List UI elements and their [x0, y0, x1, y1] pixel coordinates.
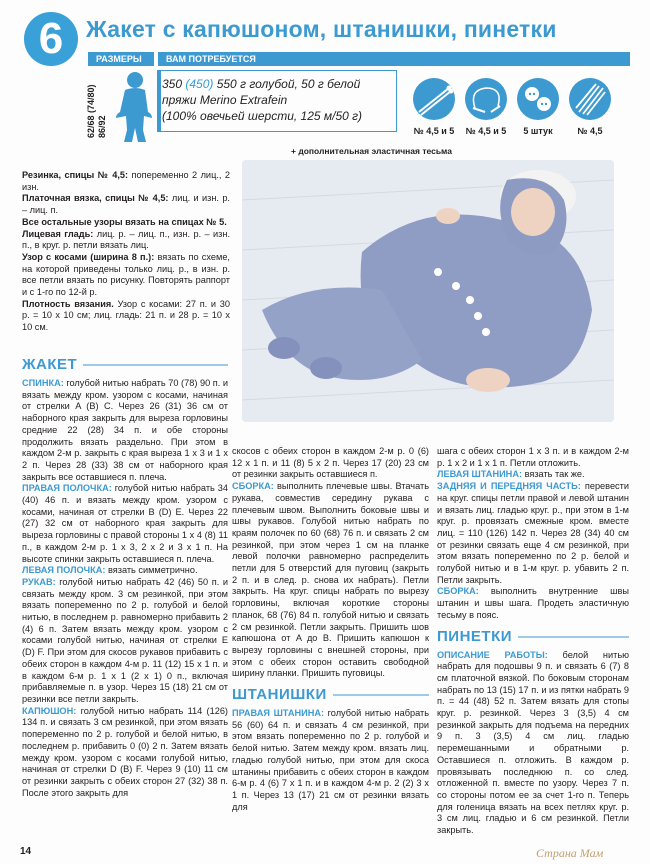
- intro-text: вязать по схеме, на которой приведены только лиц. р., в изн. р. все петли вязать по рисунку. Повторять раппорт и с 1-го по 12-й р.: [22, 251, 230, 298]
- intro-text: Узор с косами: 27 п. и 30 р. = 10 х 10 см; лиц. гладь: 21 п. и 28 р. = 10 х 10 см.: [22, 298, 230, 333]
- tool-label: 5 штук: [523, 126, 553, 136]
- yarn-amount-c: 550 г голубой, 50 г белой: [213, 77, 361, 91]
- instruction-heading: ПРАВАЯ ПОЛОЧКА:: [22, 483, 112, 494]
- intro-term: Плотность вязания.: [22, 298, 114, 309]
- intro-item: [22, 229, 230, 252]
- instruction-heading: ЛЕВАЯ ШТАНИНА:: [437, 469, 523, 480]
- instruction-text: перевести на круг. спицы петли правой и левой штанин и вязать лиц. гладью круг. р., при этом в 1-м круг. р. провязать смежные кром. вместе лиц. = 110 (126) 142 п. Через 28 (34) 40 см от резинки связать еще 4 см резинкой, при этом вязать попеременно по 2 р. белой и голубой нитью и в 1-м круг. р. убавить 2 п. Петли закрыть.: [437, 481, 629, 585]
- intro-notes: [22, 170, 230, 334]
- intro-term: Лицевая гладь:: [22, 228, 94, 239]
- materials-line-2: пряжи Merino Extrafein: [162, 93, 288, 107]
- instruction-text: выполнить плечевые швы. Втачать рукава, совместив середину рукава с плечевым швом. Выполнить боковые швы и швы рукавов. Голубой нитью набрать по краям полочек по 60 (68) 76 п. и связать 2 см резинкой, при этом через 1 см на планке левой полочки равномерно распределить петли для 5 отверстий для пуговиц (закрыть 2 п. и в след. р. снова их набрать). Петли закрыть. На круг. спицы набрать по вырезу горловины, включая короткие стороны планок, 68 (76) 84 п. голубой нитью и связать 2 см резинкой. Петли закрыть. Пришить шов капюшона от A до B. Пришить капюшон к вырезу горловины с внешней стороны, при этом с обеих сторон оставить свободной ширину планки. Пришить пуговицы.: [232, 481, 429, 679]
- product-photo: [242, 160, 614, 422]
- instruction-heading: ПРАВАЯ ШТАНИНА:: [232, 708, 325, 719]
- pants-and-booties-column: [437, 446, 629, 837]
- instruction-para: [437, 586, 629, 621]
- instruction-para: [232, 708, 429, 813]
- intro-item: [22, 299, 230, 334]
- instruction-text: голубой нитью набрать 42 (46) 50 п. и связать между кром. 3 см резинкой, при этом вязать попеременно по 2 р. голубой и белой нитью, в последнем р. равномерно прибавить 2 (4) 6 п. Затем вязать между кром. узором с косами голубой нитью, начиная от стрелки E (D) F. При этом для скосов рукавов прибавить с обеих сторон в каждом 4-м р. 11 (12) 15 х 1 п. и в каждом 6-м р. 1 х 1 (2 х 1) 0 п., включая прибавляемые п. в узор. Через 15 (18) 21 см от резинки все петли закрыть.: [22, 576, 228, 704]
- pattern-number-badge: 6: [24, 12, 78, 66]
- tool-straight-needles: [412, 78, 456, 136]
- section-title: ПИНЕТКИ: [437, 627, 512, 645]
- instruction-heading: ОПИСАНИЕ РАБОТЫ:: [437, 649, 548, 660]
- instruction-heading: СПИНКА:: [22, 378, 64, 388]
- instruction-text: скосов с обеих сторон в каждом 2-м р. 0 (6) 12 х 1 п. и 11 (8) 5 х 2 п. Через 17 (20) 23 см от резинки закрыть оставшиеся п.: [232, 446, 429, 480]
- instruction-text: голубой нитью набрать 114 (126) 134 п. и связать 3 см резинкой, при этом вязать попеременно по 2 р. голубой и белой нитью, в последнем р. прибавить 0 (0) 2 п. Затем вязать между кром. узором с косами голубой нитью, начиная от стрелки D (B) F. Через 9 (10) 11 см от резинки закрыть с обеих сторон 27 (32) 38 п. После этого закрыть для: [22, 705, 228, 798]
- baby-photo-image: [242, 160, 614, 422]
- instruction-text: вязать симметрично.: [105, 565, 198, 576]
- sizes-line-2: 86/92: [97, 115, 107, 138]
- tool-label: № 4,5 и 5: [413, 126, 455, 136]
- sizes-values: [86, 84, 108, 138]
- jacket-assembly-and-pants-column: [232, 446, 429, 813]
- section-header-booties: [437, 628, 629, 646]
- instruction-text: выполнить внутренние швы штанин и швы шага. Продеть эластичную тесьму в пояс.: [437, 586, 629, 620]
- sizes-label: РАЗМЕРЫ: [88, 52, 154, 66]
- intro-item: [22, 252, 230, 299]
- intro-term: Все остальные узоры вязать на спицах № 5.: [22, 216, 227, 227]
- instruction-heading: ЛЕВАЯ ПОЛОЧКА:: [22, 565, 106, 576]
- intro-term: Платочная вязка, спицы № 4,5:: [22, 193, 169, 204]
- instruction-para: [437, 446, 629, 469]
- instruction-text: шага с обеих сторон 1 х 3 п. и в каждом 2-м р. 1 х 2 и 1 х 1 п. Петли отложить.: [437, 446, 629, 468]
- yarn-amount-b: (450): [185, 77, 214, 91]
- circular-needle-icon: [465, 78, 507, 120]
- sizes-line-1: 62/68 (74/80): [86, 84, 96, 138]
- intro-item: [22, 193, 230, 216]
- instruction-heading: СБОРКА:: [232, 481, 274, 492]
- double-pointed-needles-icon: [569, 78, 611, 120]
- instruction-para: [22, 483, 228, 565]
- instruction-para: [437, 650, 629, 837]
- intro-text: лиц. и изн. р. – лиц. п.: [22, 193, 230, 216]
- instruction-para: [22, 378, 228, 483]
- site-watermark: Страна Мам: [536, 846, 604, 860]
- jacket-column: [22, 350, 228, 799]
- tool-circular-needle: [464, 78, 508, 136]
- instruction-para: [22, 706, 228, 800]
- section-rule: [83, 364, 228, 366]
- instruction-text: голубой нитью набрать 70 (78) 90 п. и вязать между кром. узором с косами, начиная от стрелки A (B) C. Через 26 (31) 36 см от наборного края закрыть для выреза горловины средние 22 (28) 34 п. и обе стороны продолжить вязать раздельно. При этом в каждом 2-м р. закрыть с края выреза 1 х 3 и 1 х 2 п. Через 28 (33) 38 см от наборного края закрыть все оставшиеся п. плеча.: [22, 378, 228, 482]
- instruction-text: голубой нитью набрать 56 (60) 64 п. и связать 4 см резинкой, при этом вязать попеременно по 2 р. голубой и белой нитью. Затем между кром. вязать лиц. гладью голубой нитью, при этом для скоса штанины прибавить с обеих сторон в каждом 6-м р. 4 (6) 7 х 1 п. и в каждом 4-м р. 2 (2) 3 х 1 п. Через 13 (17) 21 см от резинки вязать для: [232, 708, 430, 812]
- yarn-amount-a: 350: [162, 77, 186, 91]
- instruction-heading: КАПЮШОН:: [22, 705, 77, 716]
- materials-label: ВАМ ПОТРЕБУЕТСЯ: [158, 52, 630, 66]
- intro-term: Резинка, спицы № 4,5:: [22, 170, 129, 180]
- intro-item: [22, 217, 230, 229]
- instruction-para: [22, 565, 228, 577]
- instruction-heading: РУКАВ:: [22, 576, 56, 587]
- instruction-para: [232, 446, 429, 481]
- instruction-para: [437, 469, 629, 481]
- baby-silhouette-icon: [108, 70, 158, 144]
- intro-item: [22, 170, 230, 193]
- page-title: Жакет с капюшоном, штанишки, пинетки: [86, 16, 557, 42]
- buttons-icon: [517, 78, 559, 120]
- section-rule: [518, 636, 629, 638]
- section-title: ШТАНИШКИ: [232, 686, 327, 704]
- instruction-heading: СБОРКА:: [437, 586, 479, 597]
- instruction-heading: ЗАДНЯЯ И ПЕРЕДНЯЯ ЧАСТЬ:: [437, 481, 581, 492]
- section-header-pants: [232, 686, 429, 704]
- instruction-para: [437, 481, 629, 586]
- tool-label: № 4,5 и 5: [465, 126, 507, 136]
- section-header-jacket: [22, 356, 228, 374]
- page-number: 14: [20, 846, 32, 857]
- intro-text: лиц. р. – лиц. п., изн. р. – изн. п., в круг. р. петли вязать лиц.: [22, 228, 230, 251]
- straight-needles-icon: [413, 78, 455, 120]
- tool-double-pointed-needles: [568, 78, 612, 136]
- intro-term: Узор с косами (ширина 8 п.):: [22, 251, 155, 262]
- section-rule: [333, 694, 429, 696]
- instruction-text: вязать так же.: [522, 469, 585, 480]
- intro-text: попеременно 2 лиц., 2 изн.: [22, 170, 230, 192]
- materials-line-1: [162, 76, 392, 92]
- instruction-text: голубой нитью набрать 34 (40) 46 п. и вязать между кром. узором с косами, начиная от стрелки B (D) E. Через 22 (27) 32 см от наборного края закрыть для выреза горловины с правой стороны 1 х 4 (8) 11 п., в каждом 2-м р. 1 х 3, 2 х 2 и 3 х 1 п. На высоте спинки закрыть оставшиеся п. плеча.: [22, 483, 228, 564]
- instruction-para: [22, 577, 228, 706]
- instruction-para: [232, 481, 429, 680]
- tool-buttons: [516, 78, 560, 136]
- extra-materials-note: + дополнительная эластичная тесьма: [291, 146, 452, 156]
- materials-text: [162, 76, 392, 124]
- section-title: ЖАКЕТ: [22, 356, 78, 373]
- tool-label: № 4,5: [577, 126, 603, 136]
- materials-line-3: (100% овечьей шерсти, 125 м/50 г): [162, 109, 363, 123]
- instruction-text: белой нитью набрать для подошвы 9 п. и связать 6 (7) 8 см платочной вязкой. По боковым сторонам набрать по 13 (15) 17 п. и из пятки набрать 9 п. = 44 (48) 52 п. Затем вязать для стопы круг. р. резинкой. Через 3 (3,5) 4 см резинкой закрыть для подъема на передних 9 п. 3 (3,5) 4 см лиц. гладью перемешанными и обратными р. Оставшиеся п. отложить. В каждом р. провязывать последнюю п. со след. отложенной п. вместе по узору. Через 7 п. со стороны потом ее за счет 1-го п. Теперь для голеница вязать на всех петлях круг. р. 3 см лиц. гладью и 6 см резинкой. Петли закрыть.: [437, 649, 630, 836]
